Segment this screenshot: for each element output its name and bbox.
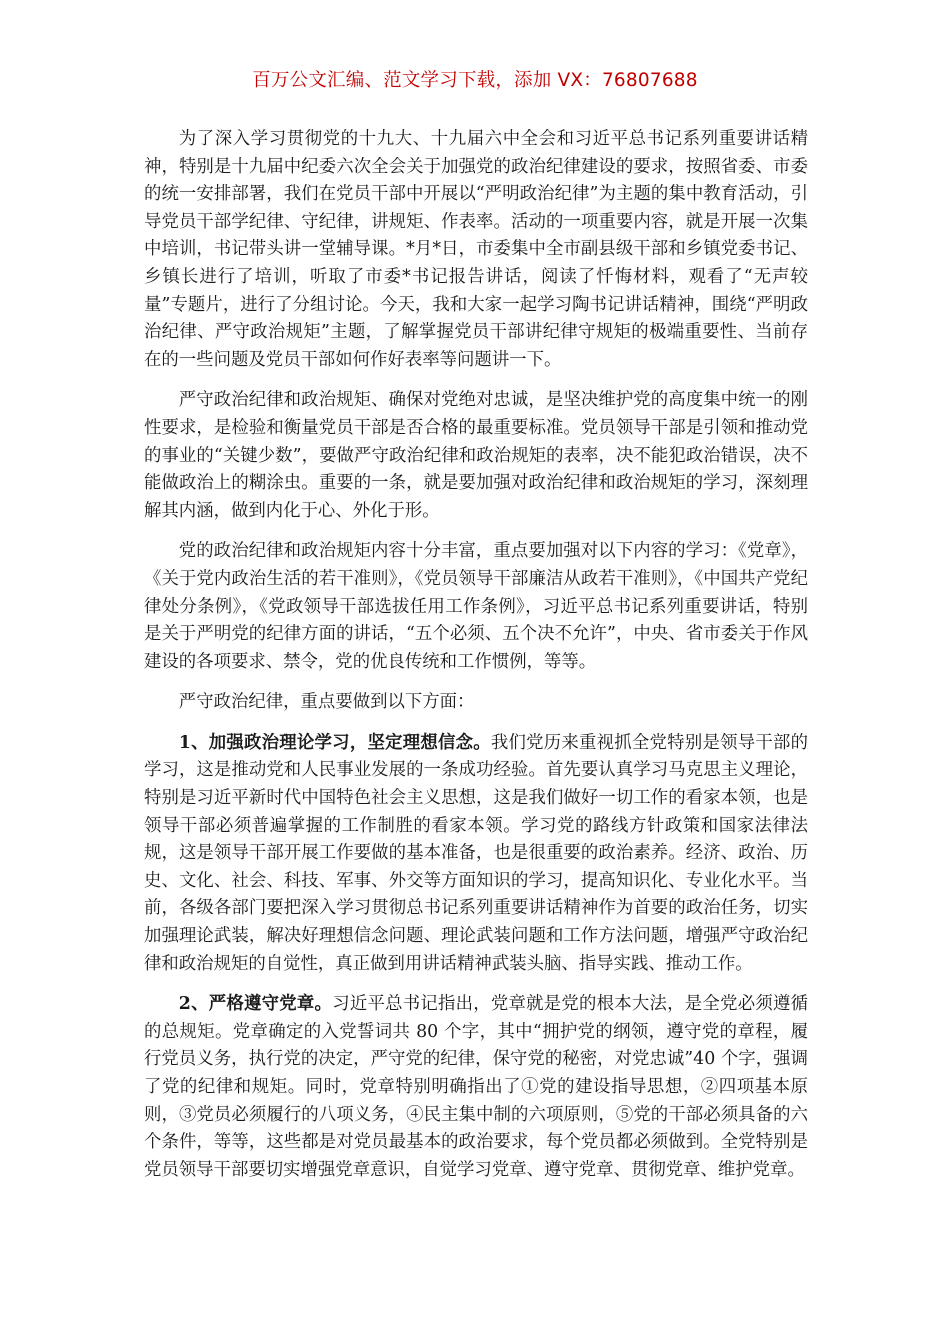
paragraph-study-content (144, 538, 808, 676)
paragraph-text: 党的政治纪律和政治规矩内容十分丰富，重点要加强对以下内容的学习：《党章》，《关于党内政治生活的若干准则》，《党员领导干部廉洁从政若干准则》，《中国共产党纪律处分条例》，《党政领导干部选拔任用工作条例》，习近平总书记系列重要讲话，特别是关于严明党的纪律方面的讲话，“五个必须、五个决不允许”，中央、省市委关于作风建设的各项要求、禁令，党的优良传统和工作惯例，等等。 (144, 541, 808, 672)
paragraph-text: 为了深入学习贯彻党的十九大、十九届六中全会和习近平总书记系列重要讲话精神，特别是十九届中纪委六次全会关于加强党的政治纪律建设的要求，按照省委、市委的统一安排部署，我们在党员干部中开展以“严明政治纪律”为主题的集中教育活动，引导党员干部学纪律、守纪律，讲规矩、作表率。活动的一项重要内容，就是开展一次集中培训，书记带头讲一堂辅导课。*月*日，市委集中全市副县级干部和乡镇党委书记、乡镇长进行了培训，听取了市委*书记报告讲话，阅读了忏悔材料，观看了“无声较量”专题片，进行了分组讨论。今天，我和大家一起学习陶书记讲话精神，围绕“严明政治纪律、严守政治规矩”主题，了解掌握党员干部讲纪律守规矩的极端重要性、当前存在的一些问题及党员干部如何作好表率等问题讲一下。 (144, 129, 808, 370)
paragraph-point-1 (144, 730, 808, 978)
paragraph-heading: 1、加强政治理论学习，坚定理想信念。 (178, 732, 491, 753)
paragraph-text: 严守政治纪律，重点要做到以下方面： (178, 692, 475, 713)
paragraph-point-2 (144, 991, 808, 1184)
document-body (144, 126, 808, 1197)
paragraph-heading: 2、严格遵守党章。 (178, 994, 333, 1015)
header-banner: 百万公文汇编、范文学习下载，添加 VX：76807688 (252, 70, 698, 91)
paragraph-text: 习近平总书记指出，党章就是党的根本大法，是全党必须遵循的总规矩。党章确定的入党誓词共 80 个字，其中“拥护党的纲领，遵守党的章程，履行党员义务，执行党的决定，严守党的纪律，保守党的秘密，对党忠诚”40 个字，强调了党的纪律和规矩。同时，党章特别明确指出了①党的建设指导思想，②四项基本原则，③党员必须履行的八项义务，④民主集中制的六项原则，⑤党的干部必须具备的六个条件，等等，这些都是对党员最基本的政治要求，每个党员都必须做到。全党特别是党员领导干部要切实增强党章意识，自觉学习党章、遵守党章、贯彻党章、维护党章。 (144, 994, 808, 1180)
paragraph-intro (144, 126, 808, 374)
paragraph-text: 我们党历来重视抓全党特别是领导干部的学习，这是推动党和人民事业发展的一条成功经验。首先要认真学习马克思主义理论，特别是习近平新时代中国特色社会主义思想，这是我们做好一切工作的看家本领，也是领导干部必须普遍掌握的工作制胜的看家本领。学习党的路线方针政策和国家法律法规，这是领导干部开展工作要做的基本准备，也是很重要的政治素养。经济、政治、历史、文化、社会、科技、军事、外交等方面知识的学习，提高知识化、专业化水平。当前，各级各部门要把深入学习贯彻总书记系列重要讲话精神作为首要的政治任务，切实加强理论武装，解决好理想信念问题、理论武装问题和工作方法问题，增强严守政治纪律和政治规矩的自觉性，真正做到用讲话精神武装头脑、指导实践、推动工作。 (144, 732, 808, 974)
paragraph-text: 严守政治纪律和政治规矩、确保对党绝对忠诚，是坚决维护党的高度集中统一的刚性要求，是检验和衡量党员干部是否合格的最重要标准。党员领导干部是引领和推动党的事业的“关键少数”，要做严守政治纪律和政治规矩的表率，决不能犯政治错误，决不能做政治上的糊涂虫。重要的一条，就是要加强对政治纪律和政治规矩的学习，深刻理解其内涵，做到内化于心、外化于形。 (144, 390, 808, 521)
paragraph-key-points (144, 689, 808, 717)
paragraph-discipline-standard (144, 387, 808, 525)
